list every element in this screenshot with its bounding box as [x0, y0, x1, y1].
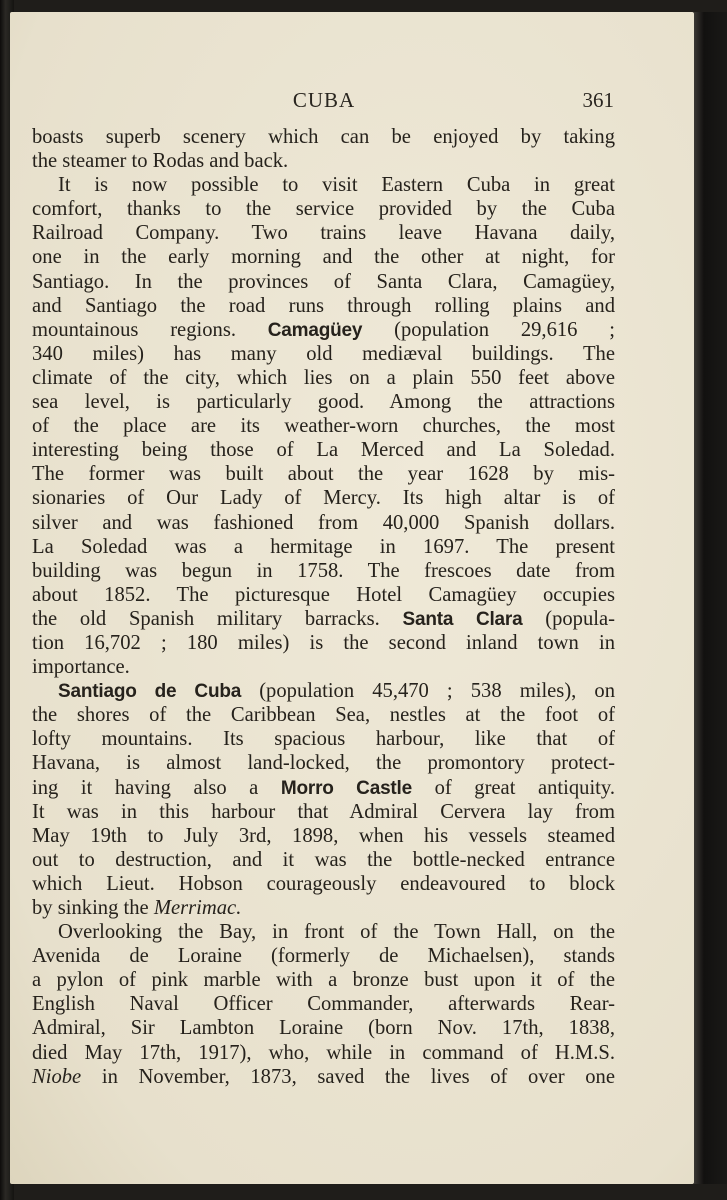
- text-line: 340 miles) has many old mediæval buildings. The: [32, 342, 615, 365]
- place-name-morro-castle: Morro Castle: [280, 777, 413, 799]
- text-line: ing it having also a Morro Castle of great antiquity.: [32, 776, 615, 799]
- text-line: Havana, is almost land-locked, the promontory protect-: [32, 752, 615, 775]
- place-name-santiago-de-cuba: Santiago de Cuba: [58, 681, 242, 703]
- text-line: English Naval Officer Commander, afterwards Rear-: [32, 993, 615, 1016]
- text-line: Avenida de Loraine (formerly de Michaelsen), stands: [32, 945, 615, 968]
- text-line: Niobe in November, 1873, saved the lives of over one: [32, 1065, 615, 1088]
- place-name-camaguey: Camagüey: [267, 319, 363, 341]
- text-line: building was begun in 1758. The frescoes date from: [32, 559, 615, 582]
- running-head: CUBA: [292, 88, 356, 112]
- text-line: Railroad Company. Two trains leave Havana daily,: [32, 222, 615, 245]
- place-name-santa-clara: Santa Clara: [402, 608, 523, 630]
- page-number: 361: [582, 88, 614, 112]
- text-line: The former was built about the year 1628 by mis-: [32, 463, 615, 486]
- text-line: interesting being those of La Merced and La Soledad.: [32, 439, 615, 462]
- text-line: Overlooking the Bay, in front of the Town Hall, on the: [58, 921, 615, 944]
- text-line: It is now possible to visit Eastern Cuba in great: [58, 174, 615, 197]
- text-line: boasts superb scenery which can be enjoyed by taking: [32, 126, 615, 148]
- text-line: the old Spanish military barracks. Santa Clara (popula-: [32, 607, 615, 630]
- text-line: Santiago. In the provinces of Santa Clara, Camagüey,: [32, 270, 615, 293]
- text-line: May 19th to July 3rd, 1898, when his vessels steamed: [32, 824, 615, 847]
- text-line: It was in this harbour that Admiral Cervera lay from: [32, 800, 615, 823]
- text-line: Admiral, Sir Lambton Loraine (born Nov. 17th, 1838,: [32, 1017, 615, 1040]
- text-line: importance.: [32, 656, 130, 679]
- text-line: La Soledad was a hermitage in 1697. The present: [32, 535, 615, 558]
- text-line: the steamer to Rodas and back.: [32, 150, 289, 173]
- ship-name-merrimac: Merrimac.: [153, 897, 242, 919]
- text-line: Santiago de Cuba (population 45,470 ; 538 miles), on: [58, 680, 615, 703]
- text-line: mountainous regions. Camagüey (population 29,616 ;: [32, 318, 615, 341]
- text-line: comfort, thanks to the service provided by the Cuba: [32, 198, 615, 221]
- text-line: of the place are its weather-worn churches, the most: [32, 415, 615, 438]
- page-header: [34, 88, 614, 118]
- text-line: a pylon of pink marble with a bronze bust upon it of the: [32, 969, 615, 992]
- body-text: [32, 125, 615, 1089]
- text-line: one in the early morning and the other at night, for: [32, 246, 615, 269]
- text-line: the shores of the Caribbean Sea, nestles at the foot of: [32, 704, 615, 727]
- text-line: out to destruction, and it was the bottle-necked entrance: [32, 848, 615, 871]
- text-line: silver and was fashioned from 40,000 Spanish dollars.: [32, 511, 615, 534]
- text-line: and Santiago the road runs through rolling plains and: [32, 294, 615, 317]
- text-line: died May 17th, 1917), who, while in command of H.M.S.: [32, 1041, 615, 1064]
- text-line: tion 16,702 ; 180 miles) is the second inland town in: [32, 631, 615, 654]
- text-line: sea level, is particularly good. Among the attractions: [32, 391, 615, 414]
- text-line: by sinking the Merrimac.: [32, 897, 242, 919]
- ship-name-niobe: Niobe: [32, 1065, 82, 1088]
- text-line: climate of the city, which lies on a plain 550 feet above: [32, 366, 615, 389]
- text-line: lofty mountains. Its spacious harbour, like that of: [32, 728, 615, 751]
- page-edge-shadow: [694, 12, 727, 1184]
- text-line: which Lieut. Hobson courageously endeavoured to block: [32, 872, 615, 895]
- text-line: about 1852. The picturesque Hotel Camagüey occupies: [32, 583, 615, 606]
- text-line: sionaries of Our Lady of Mercy. Its high altar is of: [32, 487, 615, 510]
